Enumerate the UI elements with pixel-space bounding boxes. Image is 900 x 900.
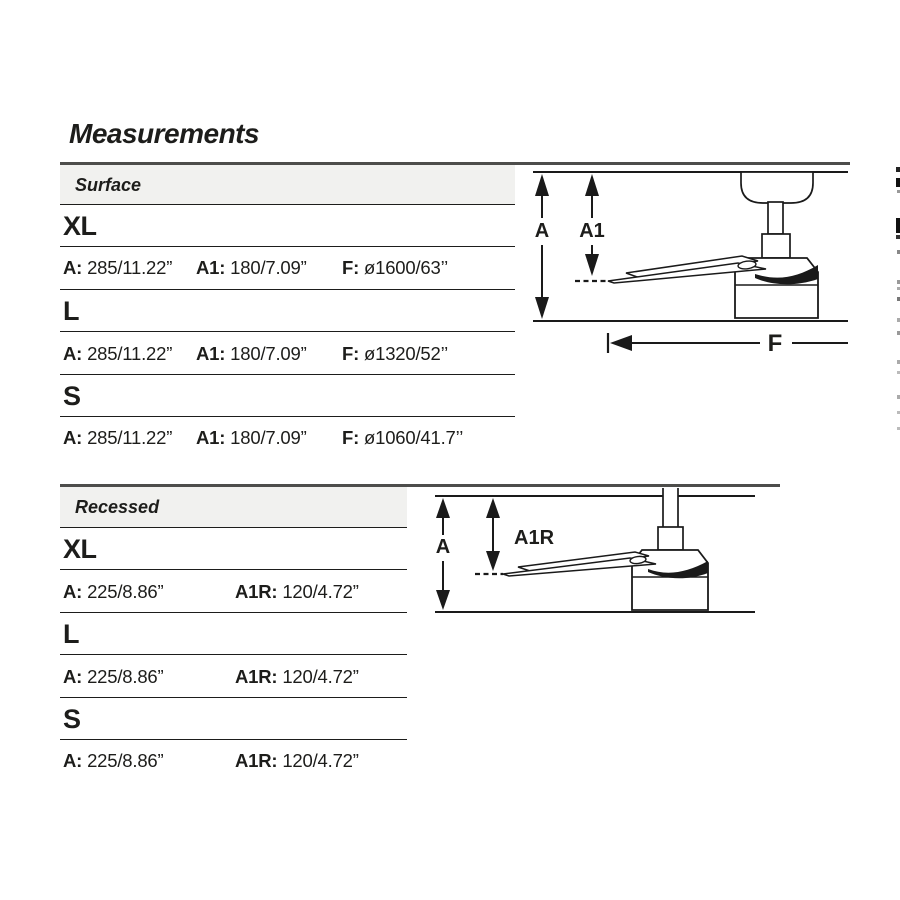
measurement-f [342, 247, 448, 290]
recessed-size-row-xl [60, 528, 407, 570]
measurement-label: A1R: [235, 750, 278, 771]
recessed-header-label: Recessed [75, 497, 160, 517]
recessed-values-row-l [60, 655, 407, 698]
measurement-a1 [196, 417, 307, 459]
measurement-value: 225/8.86” [87, 750, 164, 771]
measurement-a [63, 417, 172, 459]
dimension-label-a1r: A1R [514, 527, 555, 549]
measurement-label: A: [63, 342, 83, 364]
rod-mask [663, 487, 678, 527]
recessed-size-row-s [60, 698, 407, 740]
dimension-label-f: F [767, 330, 783, 357]
fan-coupler [762, 234, 790, 258]
dimension-arrow-a1r [486, 498, 500, 571]
edge-fragment [896, 178, 900, 187]
surface-header-row [60, 165, 515, 205]
page-title: Measurements [69, 118, 260, 149]
size-label: L [63, 295, 79, 326]
measurement-label: A1: [196, 342, 226, 364]
arrowhead-left [610, 335, 632, 351]
size-label: XL [63, 534, 97, 564]
recessed-mounting-diagram [430, 487, 762, 619]
edge-fragment [896, 235, 900, 239]
arrowhead-down [486, 551, 500, 571]
ceiling-fan-surface [608, 172, 818, 318]
measurement-label: A1: [196, 426, 226, 448]
measurement-label: F: [342, 257, 360, 278]
measurement-a [63, 332, 172, 375]
recessed-size-row-l [60, 613, 407, 655]
arrowhead-up [535, 174, 549, 196]
arrowhead-down [436, 590, 450, 610]
measurement-a1 [196, 332, 307, 375]
size-label: S [63, 380, 81, 411]
measurement-value: ø1600/63’’ [364, 257, 449, 278]
diameter-dimension-f [608, 333, 848, 353]
measurement-a1r [235, 740, 359, 782]
surface-values-row-l [60, 332, 515, 375]
size-label: XL [63, 211, 97, 241]
size-label: L [63, 619, 79, 649]
measurement-label: A: [63, 750, 83, 771]
edge-fragment [896, 167, 900, 172]
measurement-value: 285/11.22” [87, 426, 173, 448]
measurement-label: F: [342, 426, 360, 448]
surface-table [60, 165, 515, 459]
surface-header-label: Surface [75, 175, 142, 195]
measurement-a1r [235, 655, 359, 698]
measurement-value: ø1060/41.7’’ [364, 426, 464, 448]
surface-mounting-diagram [530, 166, 900, 362]
arrowhead-down [535, 297, 549, 319]
surface-size-row-xl [60, 205, 515, 247]
measurement-value: 285/11.22” [87, 257, 173, 278]
measurement-value: 180/7.09” [230, 426, 307, 448]
fan-canopy [741, 172, 813, 203]
recessed-table [60, 487, 407, 782]
measurement-value: ø1320/52’’ [364, 342, 449, 364]
measurement-f [342, 417, 463, 459]
measurement-value: 180/7.09” [230, 342, 307, 364]
measurement-label: A: [63, 581, 83, 602]
measurement-value: 180/7.09” [230, 257, 307, 278]
recessed-values-row-xl [60, 570, 407, 613]
measurement-label: A: [63, 257, 83, 278]
measurement-value: 120/4.72” [282, 581, 359, 602]
measurement-label: A1R: [235, 581, 278, 602]
arrowhead-up [585, 174, 599, 196]
surface-values-row-xl [60, 247, 515, 290]
measurement-label: A1: [196, 257, 226, 278]
edge-fragment [896, 218, 900, 233]
size-label: S [63, 704, 81, 734]
measurement-value: 225/8.86” [87, 581, 164, 602]
arrowhead-up [436, 498, 450, 518]
measurement-value: 120/4.72” [282, 666, 359, 687]
fan-downrod [768, 202, 783, 234]
measurement-a [63, 655, 163, 698]
measurement-a [63, 570, 163, 613]
surface-size-row-l [60, 290, 515, 332]
measurement-a1 [196, 247, 307, 290]
arrowhead-down [585, 254, 599, 276]
measurement-a [63, 247, 172, 290]
measurement-value: 225/8.86” [87, 666, 164, 687]
dimension-label-a: A [534, 220, 550, 242]
measurement-a [63, 740, 163, 782]
dimension-label-a1: A1 [579, 220, 605, 242]
surface-size-row-s [60, 375, 515, 417]
measurement-a1r [235, 570, 359, 613]
measurement-value: 120/4.72” [282, 750, 359, 771]
measurement-f [342, 332, 448, 375]
dimension-arrow-a [535, 174, 549, 319]
measurement-value: 285/11.22” [87, 342, 173, 364]
measurement-label: A: [63, 666, 83, 687]
measurement-label: A: [63, 426, 83, 448]
fan-coupler [658, 527, 683, 550]
measurement-label: F: [342, 342, 360, 364]
recessed-header-row [60, 487, 407, 528]
dimension-label-a: A [435, 536, 451, 558]
recessed-values-row-s [60, 740, 407, 782]
surface-values-row-s [60, 417, 515, 459]
arrowhead-up [486, 498, 500, 518]
measurement-label: A1R: [235, 666, 278, 687]
